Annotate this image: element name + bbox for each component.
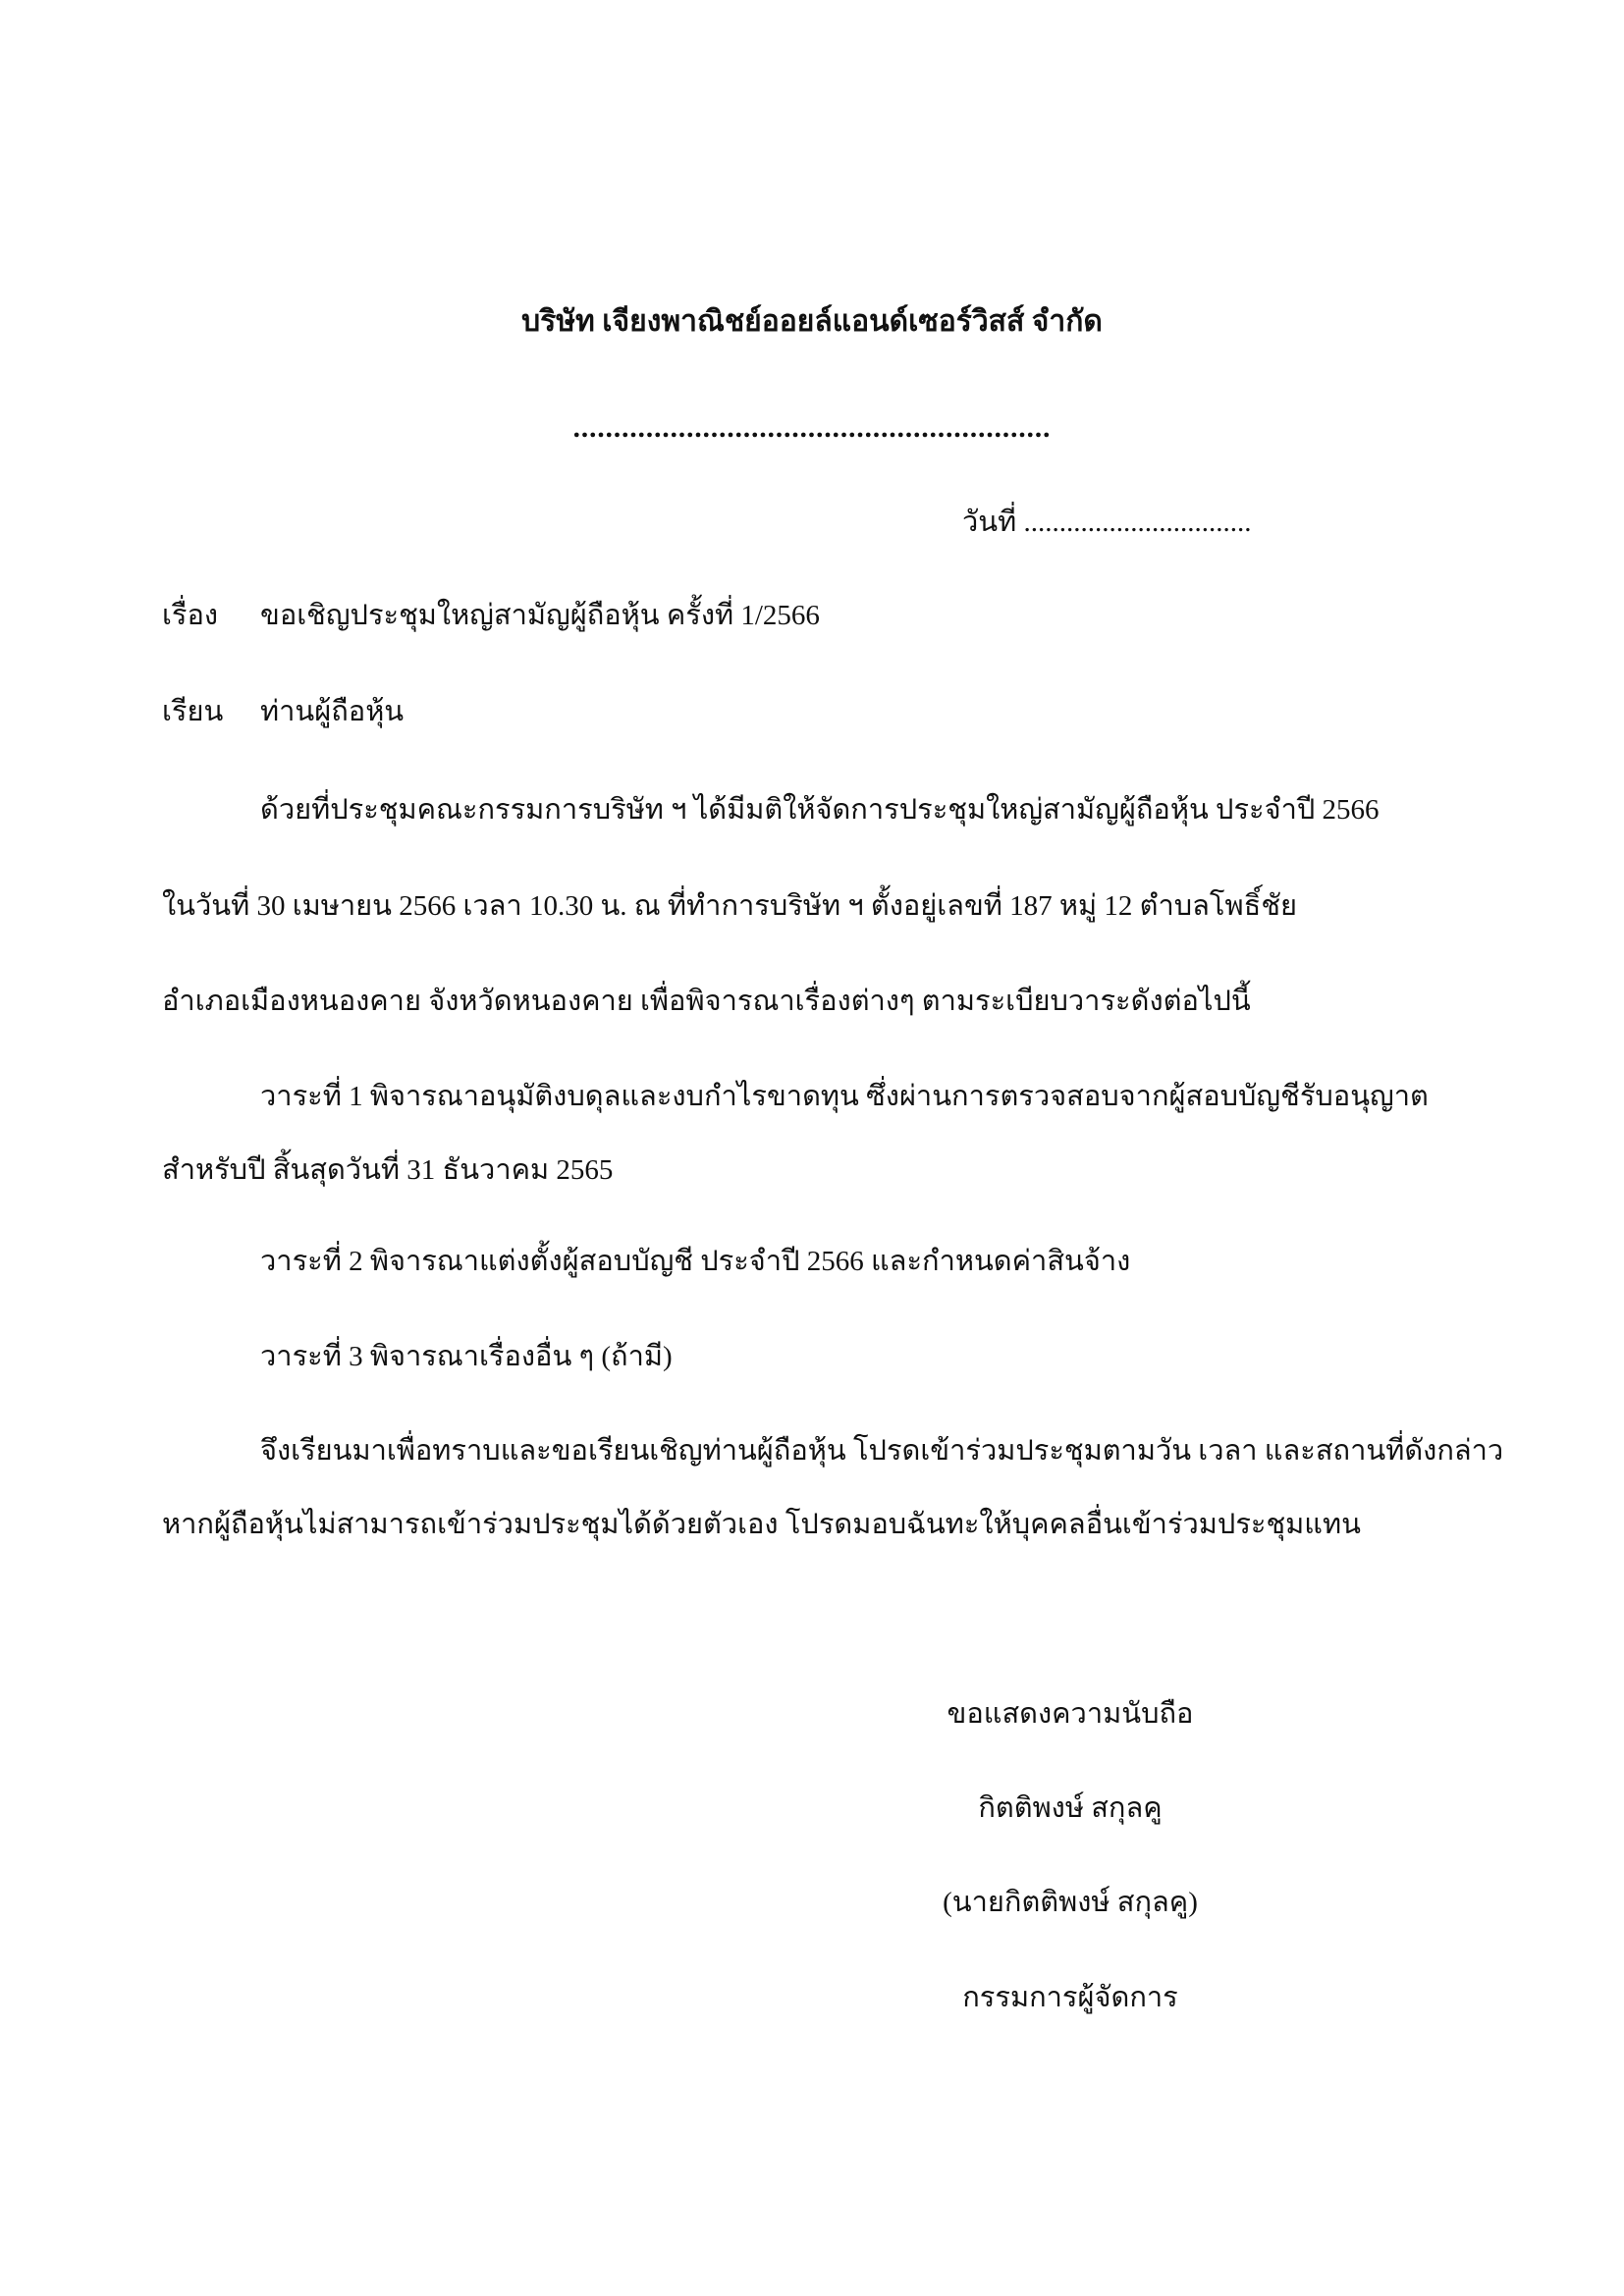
agenda-3: วาระที่ 3 พิจารณาเรื่องอื่น ๆ (ถ้ามี) [260, 1341, 673, 1372]
signature-position: กรรมการผู้จัดการ [962, 1982, 1178, 2013]
signature-signed-name: กิตติพงษ์ สกุลคู [978, 1792, 1163, 1824]
intro-line-3: อำเภอเมืองหนองคาย จังหวัดหนองคาย เพื่อพิจารณาเรื่องต่างๆ ตามระเบียบวาระดังต่อไปนี้ [162, 986, 1251, 1017]
closing-line-2: หากผู้ถือหุ้นไม่สามารถเข้าร่วมประชุมได้ด้วยตัวเอง โปรดมอบฉันทะให้บุคคลอื่นเข้าร่วมประชุมแทน [162, 1509, 1361, 1540]
date-line: วันที่ ................................ [962, 507, 1252, 538]
intro-line-1: ด้วยที่ประชุมคณะกรรมการบริษัท ฯ ได้มีมติให้จัดการประชุมใหญ่สามัญผู้ถือหุ้น ประจำปี 2566 [260, 794, 1380, 826]
signature-printed-name: (นายกิตติพงษ์ สกุลคู) [943, 1887, 1198, 1918]
address-dotted-line: ........................................................... [572, 412, 1052, 444]
company-name: บริษัท เจียงพาณิชย์ออยล์แอนด์เซอร์วิสส์ จำกัด [521, 305, 1103, 338]
intro-line-2: ในวันที่ 30 เมษายน 2566 เวลา 10.30 น. ณ ที่ทำการบริษัท ฯ ตั้งอยู่เลขที่ 187 หมู่ 12 ตำบลโพธิ์ชัย [162, 890, 1297, 922]
subject-label: เรื่อง [162, 600, 219, 631]
agenda-1-line-1: วาระที่ 1 พิจารณาอนุมัติงบดุลและงบกำไรขาดทุน ซึ่งผ่านการตรวจสอบจากผู้สอบบัญชีรับอนุญาต [260, 1081, 1429, 1112]
agenda-2: วาระที่ 2 พิจารณาแต่งตั้งผู้สอบบัญชี ประจำปี 2566 และกำหนดค่าสินจ้าง [260, 1246, 1131, 1277]
recipient-label: เรียน [162, 696, 224, 727]
recipient-text: ท่านผู้ถือหุ้น [260, 696, 405, 727]
subject-text: ขอเชิญประชุมใหญ่สามัญผู้ถือหุ้น ครั้งที่ 1/2566 [260, 600, 820, 631]
agenda-1-line-2: สำหรับปี สิ้นสุดวันที่ 31 ธันวาคม 2565 [162, 1154, 614, 1186]
closing-line-1: จึงเรียนมาเพื่อทราบและขอเรียนเชิญท่านผู้ถือหุ้น โปรดเข้าร่วมประชุมตามวัน เวลา และสถานที่ดังกล่าว [260, 1435, 1504, 1467]
signature-regards: ขอแสดงความนับถือ [947, 1698, 1194, 1730]
